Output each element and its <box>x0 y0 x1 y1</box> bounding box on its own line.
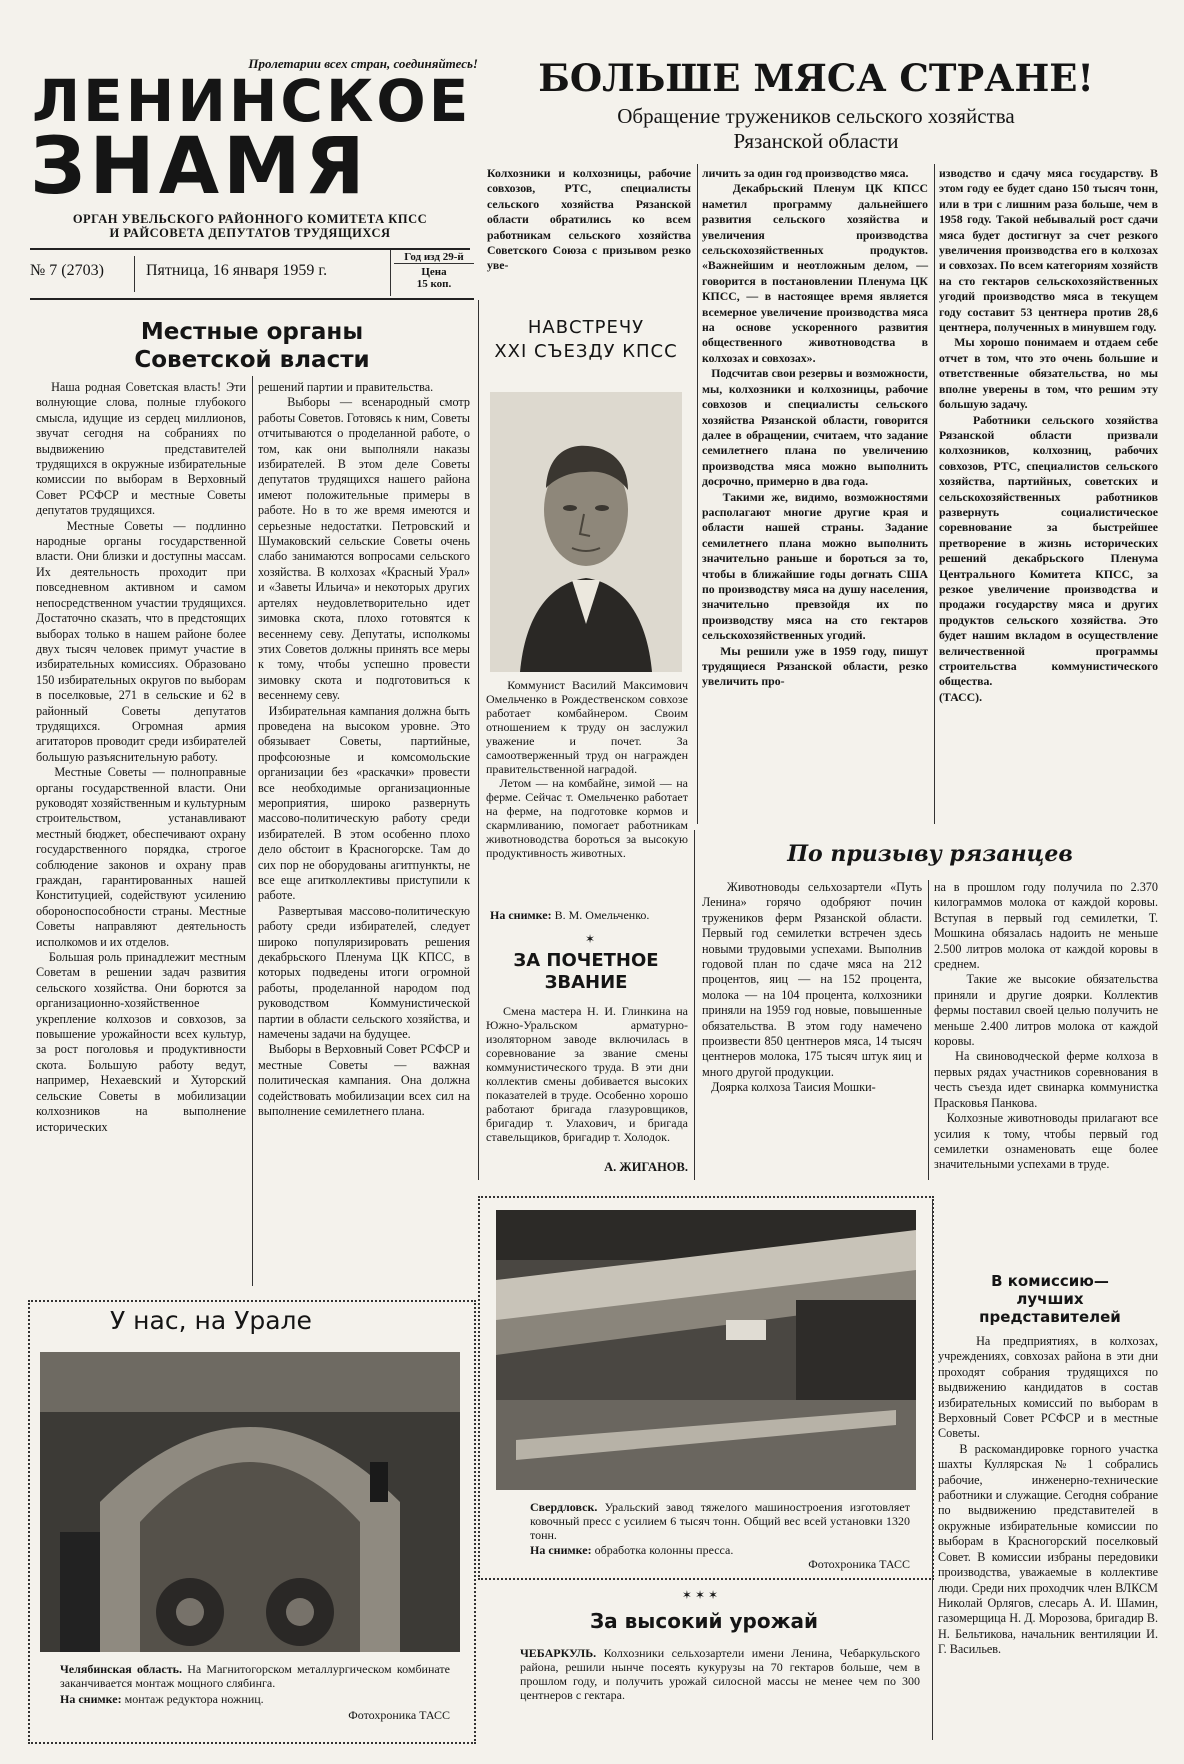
masthead-title-line2: ЗНАМЯ <box>30 122 369 212</box>
sverdlovsk-note-label: На снимке: <box>530 1543 592 1557</box>
commission-headline: В комиссию— лучших представителей <box>979 1272 1121 1326</box>
ural-photo <box>40 1352 460 1652</box>
lead-subhead: Обращение тружеников сельского хозяйства Рязанской области <box>617 104 1015 153</box>
ural-note-text: монтаж редуктора ножниц. <box>121 1692 264 1706</box>
star-ornament: ✶ <box>584 932 596 946</box>
column-rule <box>694 830 695 1180</box>
lead-headline: БОЛЬШЕ МЯСА СТРАНЕ! <box>538 56 1094 100</box>
sverdlovsk-photo <box>496 1210 916 1490</box>
motto: Пролетарии всех стран, соединяйтесь! <box>248 56 478 71</box>
commission-text: На предприятиях, в колхозах, учреждениях, совхозах района в эти дни проходят собрания трудящихся по выдвижению кандидатов в состав избирательных комиссий по выборам в Верховный Совет РСФСР и в местные Советы. В раскомандировке горного участка шахты Куллярская № 1 собрались рабочие, инженерно-технические работники и служащие. Сегодня собрание по выдвижению представителей в окружные избирательные комиссии по выборам в Красногорский поселковый Совет. В комиссии избраны передовики производства, уважаемые в коллективе люди. Среди них проходчик член ВЛКСМ Николай Орлягов, слесарь А. И. Шамин, газомерщица Н. Д. Морозова, бригадир В. Н. Бельтикова, начальник вентиляции И. Г. Васильев. <box>938 1334 1159 1657</box>
column-rule <box>252 376 253 1286</box>
sverdlovsk-photo-note <box>530 1543 910 1557</box>
photo-note-label: На снимке: <box>490 908 552 922</box>
column-rule <box>478 300 479 1180</box>
honor-author: А. ЖИГАНОВ. <box>604 1160 688 1174</box>
ural-credit: Фотохроника ТАСС <box>348 1708 450 1722</box>
congress-photo-note <box>490 908 690 922</box>
editorial-column-2: решений партии и правительства. Выборы — всенародный смотр работы Советов. Готовясь к ним, Советы отчитываются о проделанной работе, о том, как они выполняли наказы избирателей. В этом деле Советы депутатов трудящихся нашего района имеют положительные примеры в работе. Но в то же время имеются и серьезные недостатки. Петровский и Шумаковский сельские Советы очень слабо занимаются вопросами сельского хозяйства. В колхозах «Красный Урал» и «Заветы Ильича» и некоторых других артелях неудовлетворительно идет зимовка скота, плохо готовятся к весеннему севу. Депутаты, исполкомы этих Советов должны принять все меры к тому, чтобы успешно провести зимовку скота и подготовиться к весеннему севу. Избирательная кампания должна быть проведена на высоком уровне. Это обязывает Советы, партийные, профсоюзные и комсомольские организации без «раскачки» провести все необходимые организационные мероприятия, широко развернуть массово-политическую работу среди избирателей. В этом особенно плохо дело обстоит в Красногорске. Там до сих пор не оборудованы агитпункты, не все еще агитколлективы приступили к работе. Развертывая массово-политическую работу среди избирателей, следует широко популяризировать решения декабрьского Пленума ЦК КПСС, в которых подведены итоги огромной работы, проделанной народом под руководством Коммунистической партии в области сельского хозяйства, и намечены задачи на будущее. Выборы в Верховный Совет РСФСР и местные Советы — важная политическая кампания. Она должна содействовать мобилизации всех сил на выполнение семилетнего плана. <box>258 380 470 1119</box>
honor-headline: ЗА ПОЧЕТНОЕ ЗВАНИЕ <box>513 950 659 993</box>
lead-column-3: изводство и сдачу мяса государству. В этом году ее будет сдано 150 тысяч тонн, или в три с лишним раза больше, чем в 1958 году. Такой небывалый рост сдачи мяса будет достигнут за счет резкого увеличения производства его в колхозах и совхозах. По всем категориям хозяйств на сто гектаров сельскохозяйственных угодий производство мяса в текущем году составит 53 центнера против 28,6 центнера, полученных в минувшем году. Мы хорошо понимаем и отдаем себе отчет в том, что это очень большие и ответственные обязательства, но мы вполне уверены в том, что решим эту большую задачу. Работники сельского хозяйства Рязанской области призвали колхозников, колхозниц, рабочих совхозов, РТС, специалистов сельского хозяйства, партийных, советских и сельскохозяйственных работников развернуть социалистическое соревнование за быстрейшее претворение в жизнь исторических решений декабрьского Пленума Центрального Комитета КПСС, за резкое увеличение производства и продажи государству мяса и других продуктов сельского хозяйства. Это будет нашим вкладом в осуществление величественной программы строительства коммунистического общества. (ТАСС). <box>939 166 1158 704</box>
forging-press-illustration <box>496 1210 916 1490</box>
issue-number: № 7 (2703) <box>30 262 104 279</box>
ural-photo-note <box>60 1692 450 1706</box>
sverdlovsk-caption-text: Уральский завод тяжелого машиностроения изготовляет ковочный пресс с усилием 6 тысяч тонн. Общий вес всей установки 1320 тонн. <box>530 1500 910 1542</box>
sverdlovsk-caption <box>530 1500 910 1542</box>
harvest-headline: За высокий урожай <box>589 1609 819 1633</box>
lead-column-2: личить за один год производство мяса. Декабрьский Пленум ЦК КПСС наметил программу дальнейшего развития сельского хозяйства и увеличения производства сельскохозяйственных продуктов. «Важнейшим и неотложным делом, — говорится в постановлении Пленума ЦК КПСС, — в настоящее время является всемерное увеличение производства мяса на основе ускоренного развития общественного животноводства в колхозах и совхозах». Подсчитав свои резервы и возможности, мы, колхозники и колхозницы, рабочие совхозов и специалисты сельского хозяйства Рязанской области, говорится далее в обращении, считаем, что задание семилетнего плана по увеличению производства мяса можно выполнить досрочно, примерно в два года. Такими же, видимо, возможностями располагают многие другие края и области нашей страны. Задание семилетнего плана можно выполнить значительно раньше и бороться за то, чтобы в ближайшие годы догнать США по производству мяса на душу населения, значительно превзойдя их по производству мяса на сто гектаров сельскохозяйственных угодий. Мы решили уже в 1959 году, пишут трудящиеся Рязанской области, резко увеличить про- <box>702 166 928 689</box>
ryazan-headline: По призыву рязанцев <box>787 841 1073 867</box>
masthead-organ: ОРГАН УВЕЛЬСКОГО РАЙОННОГО КОМИТЕТА КПСС И РАЙСОВЕТА ДЕПУТАТОВ ТРУДЯЩИХСЯ <box>72 212 428 240</box>
issue-price: Цена 15 коп. <box>416 266 452 290</box>
masthead-title-line1: ЛЕНИНСКОЕ <box>32 67 472 135</box>
editorial-headline: Местные органы Советской власти <box>134 319 370 373</box>
congress-heading: НАВСТРЕЧУ XXI СЪЕЗДУ КПСС <box>494 317 678 362</box>
divider <box>134 256 135 292</box>
column-rule <box>697 164 698 824</box>
honor-text: Смена мастера Н. И. Глинкина на Южно-Уральском арматурно-изоляторном заводе включилась в соревнование за звание смены коммунистического труда. В эти дни коллектив смены добивается высоких показателей в труде. Особенно хорошо работают бригада глазуровщиков, бригадир т. Улахович, и бригада ставельщиков, бригадир т. Холодок. <box>486 1004 691 1144</box>
ural-heading: У нас, на Урале <box>110 1306 312 1335</box>
portrait-illustration <box>490 392 682 672</box>
ural-note-label: На снимке: <box>60 1692 122 1706</box>
ural-caption <box>60 1662 450 1690</box>
sverdlovsk-note-text: обработка колонны пресса. <box>591 1543 734 1557</box>
editorial-column-1: Наша родная Советская власть! Эти волнующие слова, полные глубокого смысла, идущие из сердец миллионов, звучат сегодня на собраниях по выдвижению представителей трудящихся в окружные избирательные комиссии по выборам в Верховный Совет РСФСР и местные Советы депутатов трудящихся. Местные Советы — подлинно народные органы государственной власти. Они близки и доступны массам. Их деятельность проходит при повседневном активном и самом непосредственном участии трудящихся. Достаточно сказать, что в предстоящих выборах только в нашем районе более двух тысяч человек примут участие в избирательных комиссиях. Образовано 150 избирательных округов по выборам в поселковые, 271 в сельские и 62 в районный Советы депутатов трудящихся. Огромная армия агитаторов проводит среди избирателей большую разъяснительную работу. Местные Советы — полноправные органы государственной власти. Они руководят хозяйственным и культурным строительством, устанавливают местный бюджет, обеспечивают охрану государственного порядка, строгое соблюдение законов и охрану прав граждан, гарантированных нашей Конституцией, содействуют усилению обороноспособности страны. Местные Советы направляют деятельность исполкомов и их отделов. Большая роль принадлежит местным Советам в решении задач развития сельского хозяйства. Они борются за организационно-хозяйственное укрепление колхозов и совхозов, за повышение урожайности всех культур, за рост поголовья и продуктивности скота. Большую работу ведут, например, Нехаевский и Хуторский сельские Советы в мобилизации колхозников на выполнение исторических <box>36 380 246 1134</box>
ryazan-column-2: на в прошлом году получила по 2.370 килограммов молока от каждой коровы. Вступая в первый год семилетки, Т. Мошкина обязалась надоить не меньше 2.500 литров молока от каждой коровы в среднем. Такие же высокие обязательства приняли и другие доярки. Коллектив фермы поставил своей целью получить не меньше 2.400 литров молока от каждой коровы. На свиноводческой ферме колхоза в первых рядах участников соревнования в честь съезда идет свинарка коммунистка Прасковья Панкова. Колхозные животноводы прилагают все усилия к тому, чтобы первый год семилетки ознаменовать еще более значительными успехами в труде. <box>934 880 1159 1172</box>
harvest-place: ЧЕБАРКУЛЬ. <box>520 1646 597 1660</box>
portrait-photo <box>490 392 682 672</box>
slabbing-mill-illustration <box>40 1352 460 1652</box>
column-rule <box>934 164 935 824</box>
ryazan-column-1: Животноводы сельхозартели «Путь Ленина» горячо одобряют почин тружеников ферм Рязанской области. Первый год семилетки встречен здесь новыми трудовыми успехами. Выполнив годовой план по сдаче мяса на 212 процентов, яиц — на 152 процента, молока — на 104 процента, колхозники приняли на 1959 год новые, повышенные обязательства. В этом году намечено произвести 850 центнеров мяса, 14 тысяч центнеров молока, 175 тысяч штук яиц и много другой продукции. Доярка колхоза Таисия Мошки- <box>702 880 922 1095</box>
publication-year: Год изд 29-й <box>394 251 474 264</box>
congress-text: Коммунист Василий Максимович Омельченко в Рождественском совхозе работает комбайнером. Своим отношением к труду он заслужил уважение и почет. За самоотверженный труд он награжден правительственной наградой. Летом — на комбайне, зимой — на ферме. Сейчас т. Омельченко работает на ферме, на подготовке кормов и скармливанию, помогает работникам животноводства бороться за высокую продуктивность животных. <box>486 678 688 860</box>
issue-date: Пятница, 16 января 1959 г. <box>146 262 328 279</box>
ural-caption-place: Челябинская область. <box>60 1662 182 1676</box>
sverdlovsk-caption-place: Свердловск. <box>530 1500 598 1514</box>
ural-caption-text: На Магнитогорском металлургическом комбинате заканчивается монтаж мощного слябинга. <box>60 1662 450 1690</box>
divider <box>390 250 391 296</box>
harvest-text <box>520 1646 920 1702</box>
masthead-bottom-rule <box>30 298 474 300</box>
sverdlovsk-credit: Фотохроника ТАСС <box>808 1557 910 1571</box>
harvest-body: Колхозники сельхозартели имени Ленина, Чебаркульского района, решили нынче посеять кукурузы на 70 гектаров больше, чем в прошлом году, и получить урожай силосной массы не менее чем по 300 центнеров с гектара. <box>520 1646 920 1702</box>
lead-column-1: Колхозники и колхозницы, рабочие совхозов, РТС, специалисты сельского хозяйства Рязанской области обратились ко всем работникам сельского хозяйства Советского Союза с призывом резко уве- <box>487 166 694 273</box>
column-rule <box>928 880 929 1180</box>
masthead-rule <box>30 248 470 250</box>
photo-note-text: В. М. Омельченко. <box>551 908 650 922</box>
star-ornament: ✶ ✶ ✶ <box>681 1588 719 1602</box>
